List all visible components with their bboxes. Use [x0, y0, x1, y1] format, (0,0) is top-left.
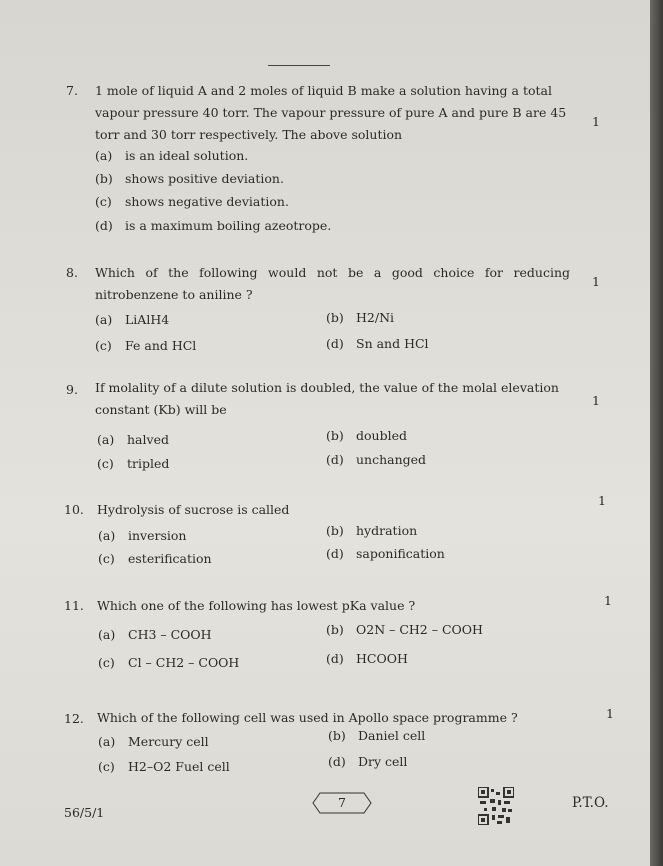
question-number: 11.	[64, 598, 84, 613]
option-b: (b) H2/Ni	[326, 310, 395, 325]
formula-acetic-acid: CH3 – COOH	[128, 627, 212, 642]
option-c: (c) Fe and HCl	[95, 338, 197, 353]
page-edge-shadow	[650, 0, 663, 866]
question-number: 12.	[64, 711, 84, 726]
option-a: (a) Mercury cell	[98, 734, 209, 749]
question-text: 1 mole of liquid A and 2 moles of liquid B make a solution having a total vapour pressure 40 torr. The vapour pressure of pure A and pure B are 45 torr and 30 torr respectively. The above solution	[95, 83, 567, 142]
question-text: Which of the following would not be a good choice for reducing nitrobenzene to aniline ?	[95, 265, 570, 302]
option-a: (a) inversion	[98, 528, 187, 543]
question-marks: 1	[592, 393, 600, 408]
page-number-box	[312, 792, 372, 814]
question-text: Which one of the following has lowest pKa value ?	[97, 598, 416, 613]
option-b: (b) doubled	[326, 428, 407, 443]
option-b: (b) O2N – CH2 – COOH	[326, 622, 483, 637]
option-a: (a) CH3 – COOH	[98, 627, 212, 642]
qr-code-icon	[478, 787, 514, 825]
question-number: 7.	[66, 83, 78, 98]
option-d: (d) saponification	[326, 546, 445, 561]
question-marks: 1	[592, 274, 600, 289]
formula-h2-ni: H2/Ni	[356, 310, 395, 325]
question-marks: 1	[606, 706, 614, 721]
formula-lialh4: LiAlH4	[125, 312, 170, 327]
option-d: (d) Sn and HCl	[326, 336, 429, 351]
option-d: (d) unchanged	[326, 452, 427, 467]
option-d: (d) HCOOH	[326, 651, 408, 666]
option-a: (a) LiAlH4	[95, 312, 170, 327]
question-number: 10.	[64, 502, 84, 517]
option-b: (b) hydration	[326, 523, 418, 538]
option-b: (b) shows positive deviation.	[95, 171, 284, 186]
top-divider	[268, 65, 330, 66]
question-marks: 1	[592, 114, 600, 129]
option-a: (a) is an ideal solution.	[95, 148, 249, 163]
option-c: (c) esterification	[98, 551, 212, 566]
formula-chloroacetic-acid: Cl – CH2 – COOH	[128, 655, 240, 670]
question-text: If molality of a dilute solution is doubled, the value of the molal elevation constant (Kb) will be	[95, 380, 559, 417]
question-text: Hydrolysis of sucrose is called	[97, 502, 290, 517]
question-marks: 1	[598, 493, 606, 508]
formula-h2-o2: H2–O2 Fuel cell	[128, 759, 230, 774]
paper-code: 56/5/1	[64, 805, 105, 820]
formula-nitroacetic-acid: O2N – CH2 – COOH	[356, 622, 483, 637]
option-d: (d) is a maximum boiling azeotrope.	[95, 218, 332, 233]
question-text: Which of the following cell was used in Apollo space programme ?	[97, 710, 518, 725]
question-number: 9.	[66, 382, 78, 397]
pto-label: P.T.O.	[572, 795, 609, 811]
option-a: (a) halved	[97, 432, 169, 447]
option-b: (b) Daniel cell	[328, 728, 426, 743]
option-c: (c) tripled	[97, 456, 170, 471]
option-c: (c) shows negative deviation.	[95, 194, 289, 209]
page-number: 7	[338, 795, 346, 810]
question-number: 8.	[66, 265, 78, 280]
question-marks: 1	[604, 593, 612, 608]
option-c: (c) Cl – CH2 – COOH	[98, 655, 240, 670]
option-c: (c) H2–O2 Fuel cell	[98, 759, 230, 774]
option-d: (d) Dry cell	[328, 754, 408, 769]
